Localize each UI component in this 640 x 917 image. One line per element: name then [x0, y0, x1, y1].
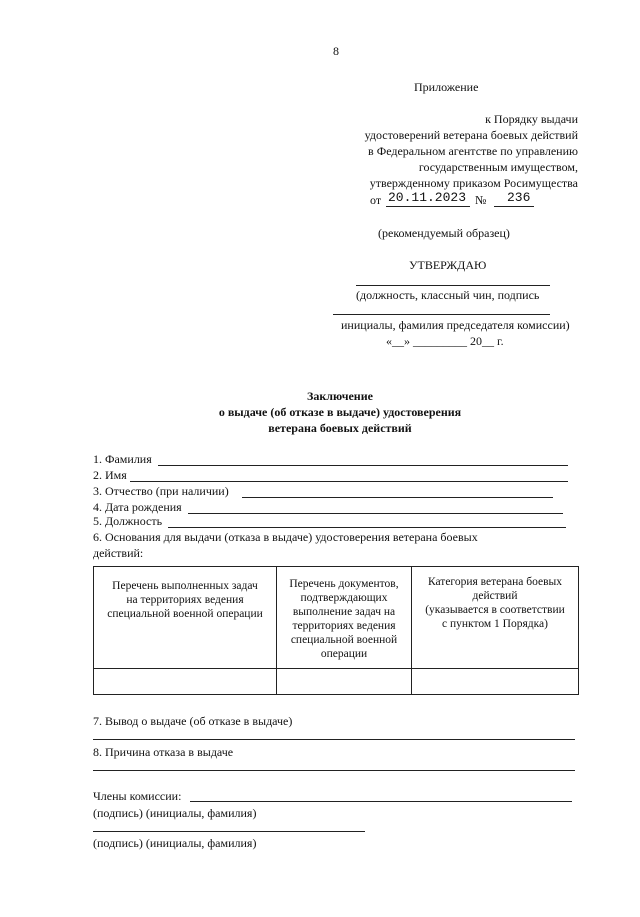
order-date: 20.11.2023: [388, 190, 467, 205]
refusal-line[interactable]: [93, 770, 575, 771]
approval-date-line: «__» _________ 20__ г.: [386, 334, 504, 348]
field-label-position: 5. Должность: [93, 514, 163, 528]
document-title-2: о выдаче (об отказе в выдаче) удостоверения: [218, 405, 462, 419]
table-header-documents: [277, 567, 412, 669]
header-line-4: государственным имуществом,: [418, 160, 578, 174]
table-header-tasks: [94, 567, 277, 669]
table-header-documents-line: специальной военной: [290, 634, 398, 646]
table-header-documents-line: выполнение задач на: [292, 606, 396, 618]
approval-line-2: [333, 314, 550, 315]
approval-caption-2: инициалы, фамилия председателя комиссии): [341, 318, 570, 332]
table-cell-documents[interactable]: [277, 669, 412, 695]
table-header-documents-line: операции: [320, 648, 368, 660]
field-line-name[interactable]: [130, 481, 568, 482]
header-line-3: в Федеральном агентстве по управлению: [368, 144, 578, 158]
field-line-position[interactable]: [168, 527, 566, 528]
table-row: [94, 669, 579, 695]
basis-label-line-2: действий:: [93, 546, 144, 560]
order-number-underline: [494, 206, 534, 207]
field-label-patronymic: 3. Отчество (при наличии): [93, 484, 229, 498]
table-cell-category[interactable]: [412, 669, 579, 695]
field-label-name: 2. Имя: [93, 468, 127, 482]
page-number: 8: [333, 44, 339, 58]
approval-line-1: [356, 285, 550, 286]
approval-caption-1: (должность, классный чин, подпись: [356, 288, 540, 302]
basis-label-line-1: 6. Основания для выдачи (отказа в выдаче) удостоверения ветерана боевых: [93, 530, 478, 544]
table-header-category-line: с пунктом 1 Порядка): [442, 618, 548, 630]
document-title-1: Заключение: [307, 389, 373, 403]
approval-title: УТВЕРЖДАЮ: [409, 258, 487, 272]
table-header-documents-line: территориях ведения: [292, 620, 396, 632]
document-title-3: ветерана боевых действий: [268, 421, 412, 435]
number-label: №: [475, 193, 487, 207]
members-line[interactable]: [190, 801, 572, 802]
table-header-documents-line: Перечень документов,: [289, 578, 399, 590]
sample-note: (рекомендуемый образец): [378, 226, 510, 240]
signature-caption-2: (подпись) (инициалы, фамилия): [93, 836, 257, 850]
header-line-5: утвержденному приказом Росимущества: [369, 176, 578, 190]
signature-caption-1: (подпись) (инициалы, фамилия): [93, 806, 257, 820]
table-header-row: [94, 567, 579, 669]
appendix-title: Приложение: [414, 80, 479, 94]
header-line-1: к Порядку выдачи: [485, 112, 578, 126]
table-header-documents-line: подтверждающих: [300, 592, 388, 604]
table-cell-tasks[interactable]: [94, 669, 277, 695]
table-header-category-line: Категория ветерана боевых: [427, 576, 563, 588]
signature-line-2[interactable]: [93, 831, 365, 832]
field-line-patronymic[interactable]: [242, 497, 553, 498]
header-line-2: удостоверений ветерана боевых действий: [364, 128, 578, 142]
field-label-birthdate: 4. Дата рождения: [93, 500, 182, 514]
order-date-underline: [386, 206, 470, 207]
refusal-label: 8. Причина отказа в выдаче: [93, 745, 234, 759]
field-line-birthdate[interactable]: [188, 513, 563, 514]
members-label: Члены комиссии:: [93, 789, 182, 803]
field-label-surname: 1. Фамилия: [93, 452, 152, 466]
conclusion-line[interactable]: [93, 739, 575, 740]
table-header-tasks-line: Перечень выполненных задач: [112, 580, 258, 592]
field-line-surname[interactable]: [158, 465, 568, 466]
table-header-tasks-line: специальной военной операции: [107, 608, 263, 620]
conclusion-label: 7. Вывод о выдаче (об отказе в выдаче): [93, 714, 293, 728]
table-header-category-line: действий: [472, 590, 518, 602]
table-header-category: [412, 567, 579, 669]
date-prefix: от: [370, 193, 382, 207]
table-header-category-line: (указывается в соответствии: [425, 604, 565, 616]
order-number: 236: [507, 190, 531, 205]
basis-table: [93, 566, 579, 695]
table-header-tasks-line: на территориях ведения: [126, 594, 244, 606]
